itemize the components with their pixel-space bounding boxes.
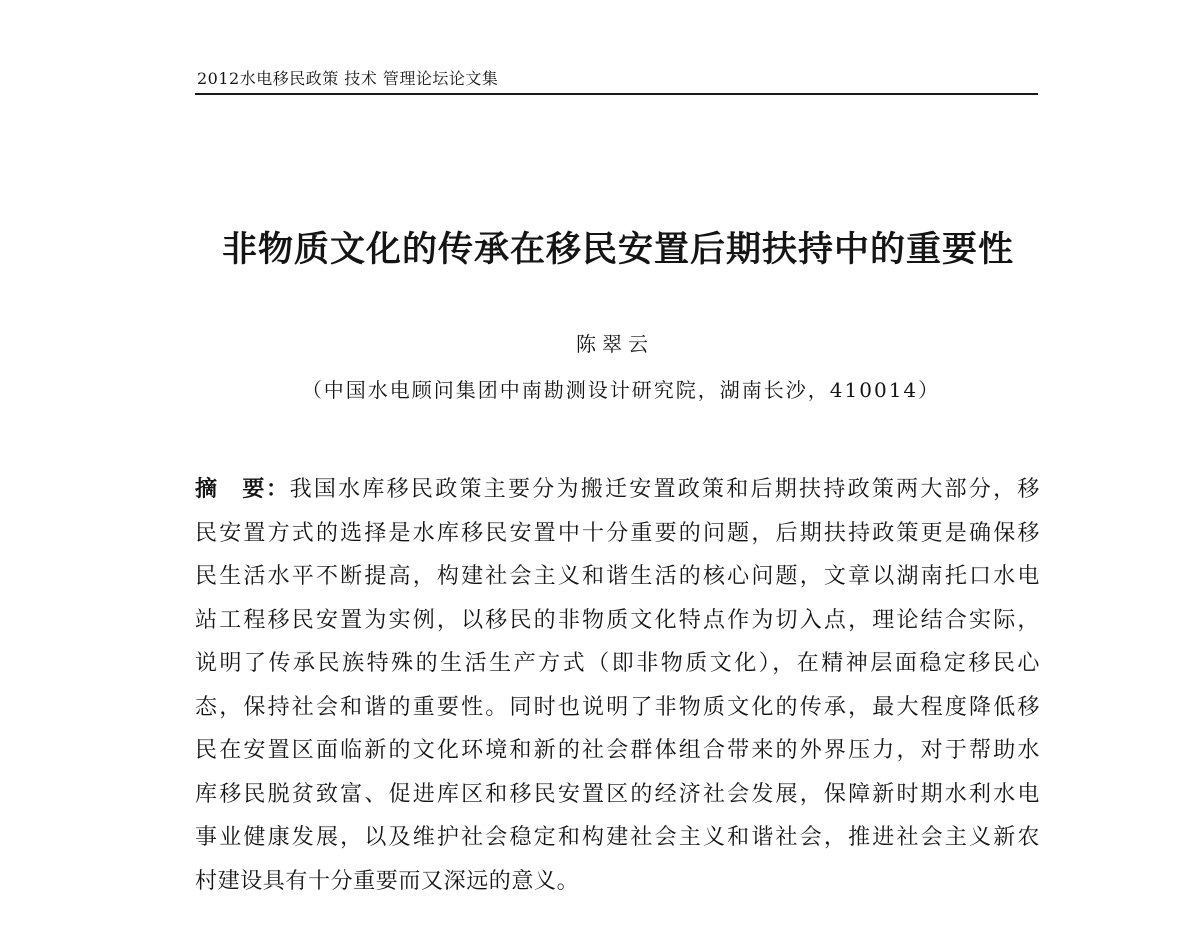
abstract-line: 民安置方式的选择是水库移民安置中十分重要的问题，后期扶持政策更是确保移 bbox=[195, 520, 1040, 546]
running-header: 2012水电移民政策 技术 管理论坛论文集 bbox=[197, 69, 499, 88]
abstract-line: 态，保持社会和谐的重要性。同时也说明了非物质文化的传承，最大程度降低移 bbox=[195, 694, 1040, 720]
abstract-line: 站工程移民安置为实例，以移民的非物质文化特点作为切入点，理论结合实际， bbox=[195, 607, 1040, 633]
abstract-line bbox=[195, 468, 1040, 512]
abstract-label: 摘 要： bbox=[195, 477, 290, 502]
abstract bbox=[195, 468, 1040, 903]
abstract-text: 我国水库移民政策主要分为搬迁安置政策和后期扶持政策两大部分，移 bbox=[289, 477, 1040, 502]
abstract-line: 村建设具有十分重要而又深远的意义。 bbox=[195, 868, 580, 894]
abstract-line: 民生活水平不断提高，构建社会主义和谐生活的核心问题，文章以湖南托口水电 bbox=[195, 564, 1040, 589]
article-title: 非物质文化的传承在移民安置后期扶持中的重要性 bbox=[221, 230, 1014, 270]
header-rule bbox=[195, 93, 1038, 95]
abstract-line: 库移民脱贫致富、促进库区和移民安置区的经济社会发展，保障新时期水利水电 bbox=[195, 781, 1040, 807]
abstract-line: 事业健康发展，以及维护社会稳定和构建社会主义和谐社会，推进社会主义新农 bbox=[195, 825, 1040, 850]
abstract-line: 说明了传承民族特殊的生活生产方式（即非物质文化），在精神层面稳定移民心 bbox=[195, 651, 1040, 676]
author-affiliation: （中国水电顾问集团中南勘测设计研究院，湖南长沙，410014） bbox=[301, 378, 941, 402]
abstract-line: 民在安置区面临新的文化环境和新的社会群体组合带来的外界压力，对于帮助水 bbox=[195, 738, 1040, 763]
author-name: 陈翠云 bbox=[576, 332, 654, 356]
